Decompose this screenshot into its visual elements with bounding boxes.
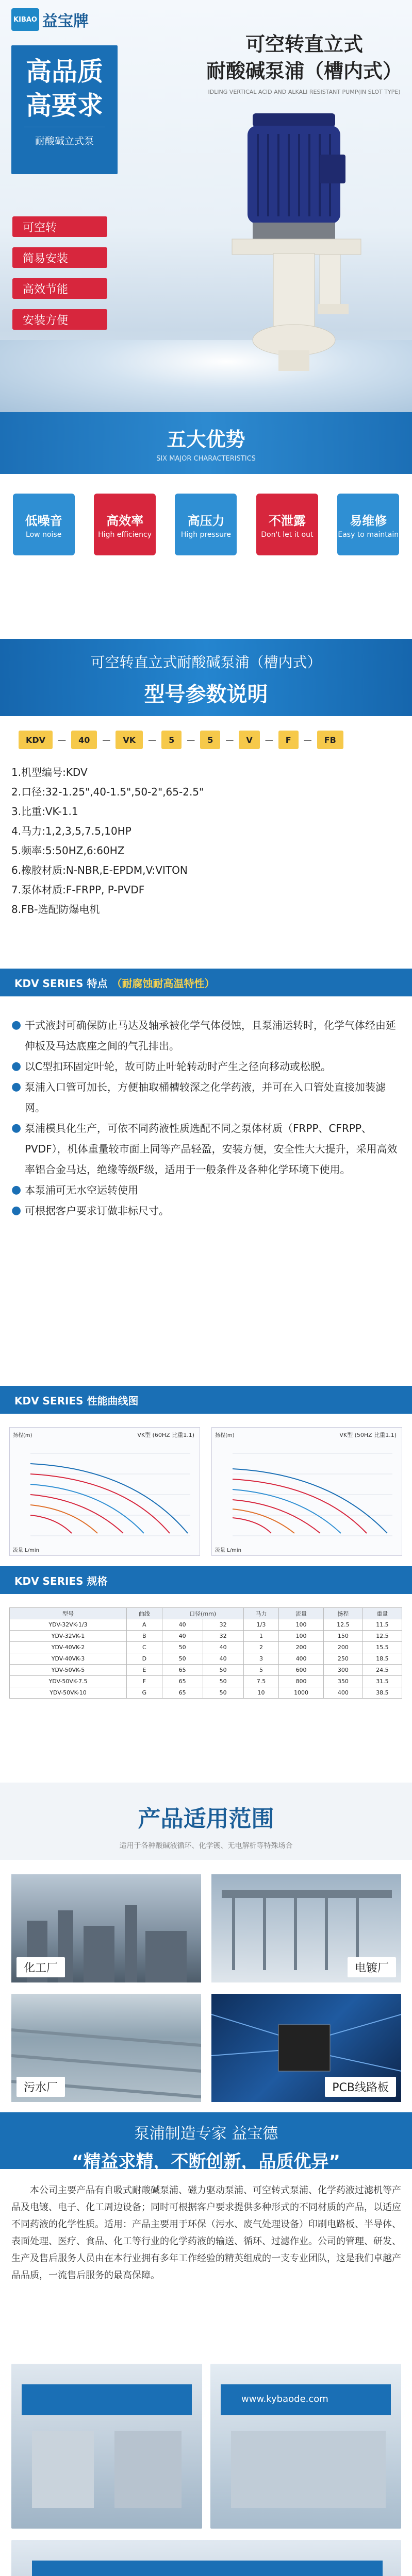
sewage-plant-image: [11, 1994, 201, 2102]
table-cell: 32: [203, 1631, 243, 1642]
company-description: 本公司主要产品有自吸式耐酸碱泵浦、磁力驱动泵浦、可空转式泵浦、化学药液过滤机等产品及电镀、电子、化工周边设备；同时可根据客户要求提供多种形式的不同材质的产品，以适应不同药液的化学性质。适用：产品主要用于环保（污水、废气处理设备）印刷电路板、半导体、表面处理、医疗、食品、化工等行业的化学药液的输送、循环、过滤作业。公司的管理、研发、生产及售后服务人员由在本行业拥有多年工作经验的精英组成的一支专业团队，这是我们卓越产品品质，一流售后服务的最高保障。: [11, 2185, 401, 2281]
curve-ylabel: 扬程(m): [13, 1433, 32, 1438]
params-header: [0, 639, 412, 716]
param-item: 2.口径:32-1.25",40-1.5",50-2",65-2.5": [11, 786, 204, 798]
table-cell: 65: [162, 1687, 203, 1699]
scope-title: 产品适用范围: [138, 1806, 274, 1832]
table-cell: 100: [279, 1631, 324, 1642]
feature-tag-1: 可空转: [12, 216, 107, 237]
table-cell: YDV-50VK-7.5: [10, 1676, 127, 1687]
company-section: [0, 2112, 412, 2576]
curve-plot-60hz: [10, 1428, 200, 1555]
param-item: 7.泵体材质:F-FRPP, P-PVDF: [11, 884, 145, 896]
params-list: [11, 762, 403, 919]
table-cell: 250: [323, 1653, 362, 1665]
company-header: [0, 2112, 412, 2172]
col-curve: 曲线: [127, 1608, 162, 1619]
features-header: [0, 969, 412, 996]
scope-subtitle: 适用于各种酸碱液循环、化学镀、无电解析等特殊场合: [119, 1842, 293, 1850]
table-cell: B: [127, 1631, 162, 1642]
feature-tag-3: 高效节能: [12, 278, 107, 299]
table-cell: 3: [243, 1653, 279, 1665]
feature-item: [11, 1056, 403, 1077]
quality-caption: 耐酸碱立式泵: [24, 127, 105, 147]
booth-website: www.kybaode.com: [241, 2394, 328, 2404]
company-slogan: “精益求精，不断创新，品质优异”: [72, 2151, 340, 2172]
advantage-easy-maintain: [337, 494, 399, 555]
performance-curves-section: [0, 1386, 412, 1566]
features-title: KDV SERIES 特点: [14, 977, 108, 990]
table-cell: 800: [279, 1676, 324, 1687]
table-cell: 40: [203, 1653, 243, 1665]
table-cell: 400: [279, 1653, 324, 1665]
hero-title: [201, 31, 407, 84]
bullet-icon: ●: [11, 1019, 22, 1031]
feature-text: 以C型扣环固定叶轮，故可防止叶轮转动时产生之径向移动或松脱。: [25, 1060, 331, 1073]
curve-plot-50hz: [212, 1428, 402, 1555]
advantage-no-leak: [256, 494, 318, 555]
table-cell: F: [127, 1676, 162, 1687]
hero-title-line1: 可空转直立式: [245, 33, 363, 56]
advantages-header: [0, 412, 412, 474]
feature-item: [11, 1077, 403, 1118]
table-cell: 50: [162, 1653, 203, 1665]
table-cell: YDV-40VK-2: [10, 1642, 127, 1653]
table-cell: 100: [279, 1619, 324, 1631]
code-segment: KDV: [19, 731, 53, 749]
col-power: 马力: [243, 1608, 279, 1619]
feature-text: 干式液封可确保防止马达及轴承被化学气体侵蚀，且泵浦运转时，化学气体经由延伸板及马达底座之间的气孔排出。: [25, 1019, 396, 1052]
advantages-list: [0, 494, 412, 555]
advantages-title: 五大优势: [167, 428, 245, 451]
quality-box: [11, 45, 118, 174]
hero-section: [0, 0, 412, 412]
bullet-icon: ●: [11, 1122, 22, 1134]
hero-subtitle: IDLING VERTICAL ACID AND ALKALI RESISTANT PUMP(IN SLOT TYPE): [208, 89, 401, 95]
curve-ylabel: 扬程(m): [215, 1433, 235, 1438]
brand-mark: KIBAO: [11, 8, 39, 31]
feature-text: 可根据客户要求订做非标尺寸。: [25, 1205, 169, 1217]
advantages-section: [0, 412, 412, 639]
advantage-label-en: High pressure: [180, 530, 232, 539]
table-cell: 38.5: [362, 1687, 402, 1699]
table-cell: E: [127, 1665, 162, 1676]
feature-item: [11, 1200, 403, 1221]
param-item: 6.橡胶材质:N-NBR,E-EPDM,V:VITON: [11, 864, 188, 876]
curve-chart-50hz: [211, 1427, 402, 1556]
exhibition-booth-photo-1: [11, 2364, 202, 2529]
code-segment: 40: [71, 731, 97, 749]
table-cell: D: [127, 1653, 162, 1665]
spec-table: [9, 1607, 402, 1699]
code-segment: 5: [200, 731, 220, 749]
spec-table-body: [10, 1619, 402, 1699]
param-item: 1.机型编号:KDV: [11, 766, 88, 778]
table-cell: 5: [243, 1665, 279, 1676]
pcb-image: [211, 1994, 401, 2102]
table-cell: YDV-50VK-10: [10, 1687, 127, 1699]
code-segment: VK: [116, 731, 143, 749]
curve-xlabel: 流量 L/min: [13, 1548, 39, 1553]
table-cell: 65: [162, 1665, 203, 1676]
electroplating-image: [211, 1874, 401, 1982]
features-list: [11, 1015, 403, 1221]
col-head: 扬程: [323, 1608, 362, 1619]
pump-product-image: [217, 108, 371, 376]
features-section: [0, 969, 412, 1386]
feature-tag-4: 安装方便: [12, 309, 107, 330]
col-model: 型号: [10, 1608, 127, 1619]
params-subtitle: 型号参数说明: [144, 683, 268, 706]
table-cell: 24.5: [362, 1665, 402, 1676]
advantage-label-en: Don't let it out: [261, 530, 314, 539]
table-cell: C: [127, 1642, 162, 1653]
table-cell: 2: [243, 1642, 279, 1653]
curve-legend-50hz: VK型 (50HZ 比重1.1): [339, 1432, 397, 1438]
feature-text: 泵浦入口管可加长，方便抽取桶槽较深之化学药液，并可在入口管处直接加装滤网。: [25, 1081, 386, 1114]
col-flow: 流量: [279, 1608, 324, 1619]
quality-line2: 高要求: [26, 91, 103, 121]
table-cell: 1000: [279, 1687, 324, 1699]
table-row: [10, 1619, 402, 1631]
param-item: 8.FB-选配防爆电机: [11, 903, 100, 916]
scope-label-pcb: PCB线路板: [325, 2077, 396, 2097]
table-cell: 32: [203, 1619, 243, 1631]
table-cell: 150: [323, 1631, 362, 1642]
feature-text: 本泵浦可无水空运转使用: [25, 1184, 138, 1196]
scope-label-sewage: 污水厂: [17, 2077, 65, 2097]
table-cell: 40: [203, 1642, 243, 1653]
table-row: [10, 1653, 402, 1665]
advantage-label: 不泄露: [268, 513, 306, 528]
quality-line1: 高品质: [26, 57, 103, 87]
chemical-plant-image: [11, 1874, 201, 1982]
feature-tag-2: 简易安装: [12, 247, 107, 268]
table-cell: 7.5: [243, 1676, 279, 1687]
bullet-icon: ●: [11, 1204, 22, 1217]
advantages-subtitle: SIX MAJOR CHARACTERISTICS: [156, 455, 256, 463]
model-params-section: [0, 639, 412, 969]
bullet-icon: ●: [11, 1183, 22, 1196]
advantage-label-en: Easy to maintain: [338, 530, 399, 539]
table-cell: 18.5: [362, 1653, 402, 1665]
scope-section: [0, 1783, 412, 2112]
table-header-row: [10, 1608, 402, 1619]
col-weight: 重量: [362, 1608, 402, 1619]
param-item: 4.马力:1,2,3,5,7.5,10HP: [11, 825, 131, 837]
scope-label-plating: 电镀厂: [348, 1957, 396, 1977]
code-segment: F: [278, 731, 299, 749]
table-cell: YDV-50VK-5: [10, 1665, 127, 1676]
table-row: [10, 1687, 402, 1699]
code-segment: FB: [317, 731, 343, 749]
param-item: 3.比重:VK-1.1: [11, 805, 78, 818]
spec-section: [0, 1566, 412, 1783]
code-segment: 5: [161, 731, 182, 749]
advantage-label-en: High efficiency: [98, 530, 152, 539]
param-item: 5.频率:5:50HZ,6:60HZ: [11, 844, 125, 857]
table-cell: 40: [162, 1631, 203, 1642]
curves-header: KDV SERIES 性能曲线图: [0, 1386, 412, 1414]
table-cell: A: [127, 1619, 162, 1631]
col-caliber: 口径(mm): [162, 1608, 243, 1619]
spec-header: KDV SERIES 规格: [0, 1566, 412, 1594]
feature-item: [11, 1015, 403, 1056]
table-cell: 12.5: [323, 1619, 362, 1631]
curve-legend-60hz: VK型 (60HZ 比重1.1): [137, 1432, 194, 1438]
advantage-high-pressure: [175, 494, 237, 555]
table-cell: 300: [323, 1665, 362, 1676]
feature-text: 泵浦模具化生产，可依不同药液性质选配不同之泵体材质（FRPP、CFRPP、PVDF），机体重量较市面上同等产品轻盈，安装方便，安全性大大提升，采用高效率铝合金马达，绝缘等级F级，适用于一般条件及各种化学环境下使用。: [25, 1122, 398, 1176]
table-cell: 50: [203, 1676, 243, 1687]
advantage-label-en: Low noise: [26, 530, 62, 539]
table-cell: 1: [243, 1631, 279, 1642]
code-segment: V: [239, 731, 259, 749]
brand-logo[interactable]: [11, 8, 89, 31]
curve-chart-60hz: [9, 1427, 200, 1556]
feature-item: [11, 1118, 403, 1180]
scope-label-chemical: 化工厂: [17, 1957, 65, 1977]
params-title: 可空转直立式耐酸碱泵浦（槽内式）: [90, 654, 322, 671]
table-cell: 1/3: [243, 1619, 279, 1631]
table-row: [10, 1631, 402, 1642]
table-cell: 200: [279, 1642, 324, 1653]
table-cell: 12.5: [362, 1631, 402, 1642]
scope-header: [0, 1783, 412, 1860]
table-cell: 40: [162, 1619, 203, 1631]
table-cell: 15.5: [362, 1642, 402, 1653]
table-cell: G: [127, 1687, 162, 1699]
table-cell: 400: [323, 1687, 362, 1699]
table-cell: 50: [203, 1687, 243, 1699]
features-note: （耐腐蚀耐高温特性）: [111, 977, 215, 990]
exhibition-hall-photo: [11, 2540, 401, 2576]
table-cell: 350: [323, 1676, 362, 1687]
model-code: KDV — 40 — VK — 5 — 5 — V — F — FB: [19, 731, 343, 749]
advantage-label: 易维修: [350, 513, 387, 528]
table-cell: 200: [323, 1642, 362, 1653]
advantage-label: 高效率: [106, 513, 144, 528]
table-cell: 600: [279, 1665, 324, 1676]
table-row: [10, 1665, 402, 1676]
table-cell: 31.5: [362, 1676, 402, 1687]
advantage-label: 高压力: [187, 513, 225, 528]
table-cell: 50: [162, 1642, 203, 1653]
company-title: 泵浦制造专家 益宝德: [134, 2125, 278, 2143]
table-cell: 11.5: [362, 1619, 402, 1631]
table-row: [10, 1642, 402, 1653]
table-cell: YDV-32VK-1/3: [10, 1619, 127, 1631]
table-cell: YDV-32VK-1: [10, 1631, 127, 1642]
bullet-icon: ●: [11, 1060, 22, 1073]
table-cell: 10: [243, 1687, 279, 1699]
table-cell: 65: [162, 1676, 203, 1687]
advantage-label: 低噪音: [25, 513, 62, 528]
table-cell: YDV-40VK-3: [10, 1653, 127, 1665]
table-cell: 50: [203, 1665, 243, 1676]
table-row: [10, 1676, 402, 1687]
brand-name: 益宝牌: [42, 12, 89, 30]
advantage-high-efficiency: [94, 494, 156, 555]
curve-xlabel: 流量 L/min: [215, 1548, 241, 1553]
advantage-low-noise: [13, 494, 75, 555]
exhibition-booth-photo-2: [210, 2364, 401, 2529]
feature-item: [11, 1180, 403, 1200]
bullet-icon: ●: [11, 1080, 22, 1093]
hero-title-line2: 耐酸碱泵浦（槽内式）: [206, 60, 402, 82]
